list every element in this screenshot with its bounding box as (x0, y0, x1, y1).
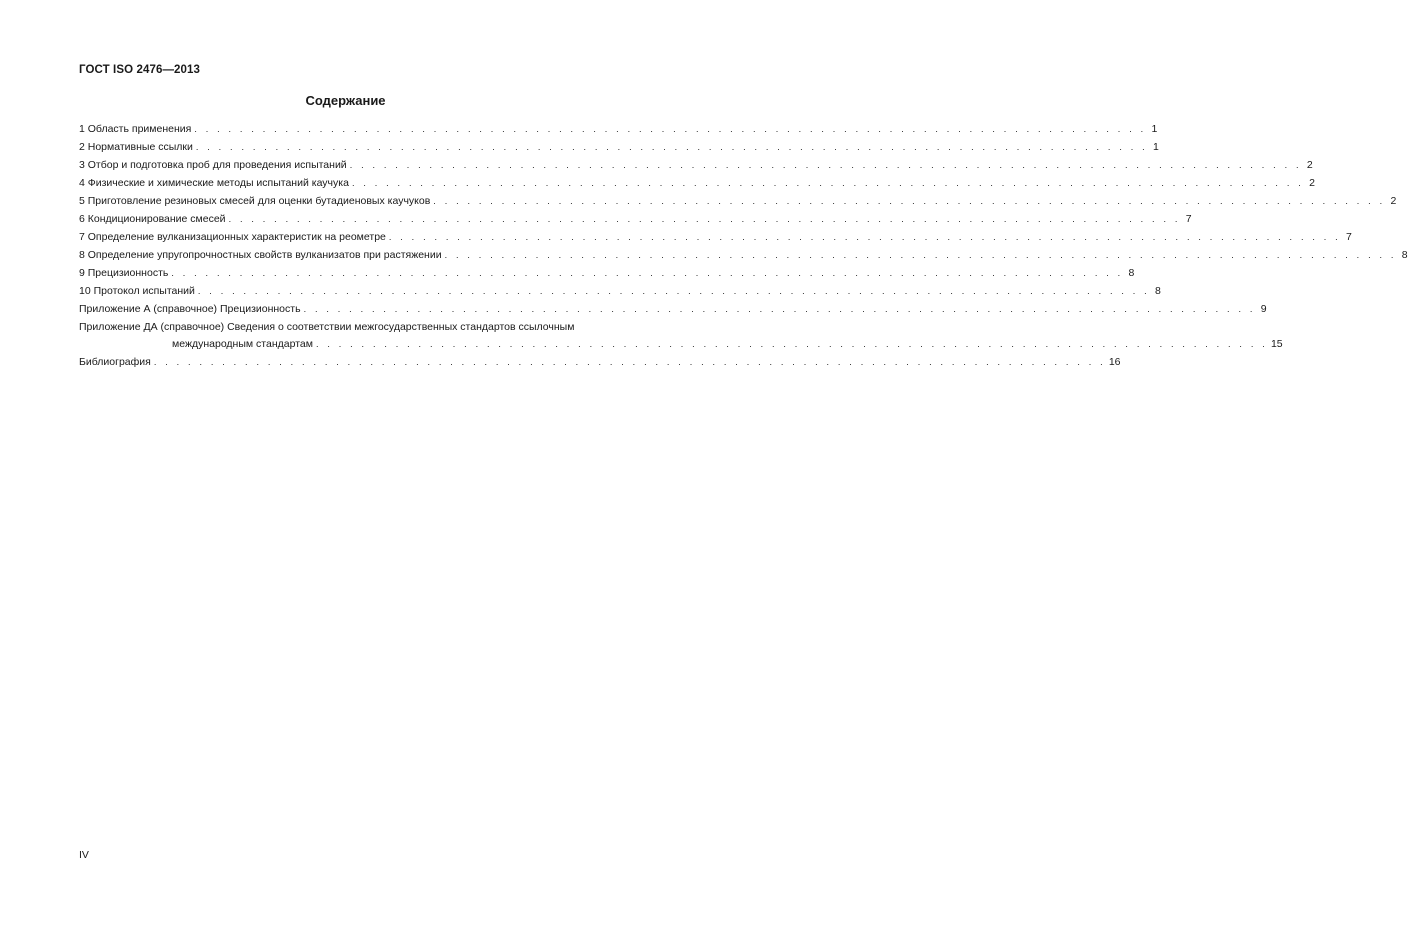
toc-entry-page: 15 (1270, 338, 1283, 350)
toc-entry-label: 2 Нормативные ссылки (79, 141, 193, 153)
toc-entry-label: 3 Отбор и подготовка проб для проведения испытаний (79, 159, 347, 171)
toc-entry[interactable] (79, 282, 1161, 300)
toc-leader-dots: . . . . . . . . . . . . . . . . . . . . . . . . . . . . . . . . . . . . . . . . . . . . . . . . . . . . . . . . . . . . . . . . . . . . . . . . . . . . . . . . . . . . (388, 232, 1341, 242)
toc-entry-label: 9 Прецизионность (79, 267, 169, 279)
toc-entry[interactable] (79, 210, 1192, 228)
toc-entry-label-continuation: международным стандартам (172, 338, 313, 350)
toc-entry-page: 1 (1151, 123, 1158, 135)
toc-entry-page: 8 (1128, 267, 1135, 279)
toc-entry[interactable] (79, 174, 1315, 192)
toc-entry[interactable] (79, 353, 1121, 371)
toc-entry-label: Приложение ДА (справочное) Сведения о соответствии межгосударственных стандартов ссылочным (79, 321, 575, 333)
toc-entry[interactable] (79, 318, 614, 335)
toc-entry[interactable] (79, 246, 1408, 264)
toc-entry-page: 9 (1260, 303, 1267, 315)
toc-entry-page: 7 (1346, 231, 1352, 243)
toc-entry-page: 8 (1155, 285, 1161, 297)
toc-entry[interactable] (79, 228, 1352, 246)
toc-entry-continuation[interactable] (79, 335, 1283, 353)
toc-entry-label: Приложение А (справочное) Прецизионность (79, 303, 301, 315)
toc-entry-page: 2 (1390, 195, 1397, 207)
toc-entry-page: 7 (1185, 213, 1192, 225)
toc-leader-dots: . . . . . . . . . . . . . . . . . . . . . . . . . . . . . . . . . . . . . . . . . . . . . . . . . . . . . . . . . . . . . . . . . . . . . . . . . . . . . . . . . . . . (194, 124, 1147, 134)
toc-leader-dots: . . . . . . . . . . . . . . . . . . . . . . . . . . . . . . . . . . . . . . . . . . . . . . . . . . . . . . . . . . . . . . . . . . . . . . . . . . . . . . . . . . . . (351, 178, 1304, 188)
toc-leader-dots: . . . . . . . . . . . . . . . . . . . . . . . . . . . . . . . . . . . . . . . . . . . . . . . . . . . . . . . . . . . . . . . . . . . . . . . . . . . . . . . . . . . . (444, 250, 1397, 260)
toc-entry[interactable] (79, 120, 1158, 138)
toc-leader-dots: . . . . . . . . . . . . . . . . . . . . . . . . . . . . . . . . . . . . . . . . . . . . . . . . . . . . . . . . . . . . . . . . . . . . . . . . . . . . . . . . . . . . (171, 268, 1124, 278)
toc-entry-page: 2 (1306, 159, 1313, 171)
toc-entry-label: 10 Протокол испытаний (79, 285, 195, 297)
toc-entry-label: 6 Кондиционирование смесей (79, 213, 226, 225)
toc-leader-dots: . . . . . . . . . . . . . . . . . . . . . . . . . . . . . . . . . . . . . . . . . . . . . . . . . . . . . . . . . . . . . . . . . . . . . . . . . . . . . . . . . . . . (433, 196, 1386, 206)
toc-entry-label: 4 Физические и химические методы испытаний каучука (79, 177, 349, 189)
toc-entry[interactable] (79, 156, 1313, 174)
toc-leader-dots: . . . . . . . . . . . . . . . . . . . . . . . . . . . . . . . . . . . . . . . . . . . . . . . . . . . . . . . . . . . . . . . . . . . . . . . . . . . . . . . . . . . . (197, 286, 1150, 296)
toc-leader-dots: . . . . . . . . . . . . . . . . . . . . . . . . . . . . . . . . . . . . . . . . . . . . . . . . . . . . . . . . . . . . . . . . . . . . . . . . . . . . . . . . . . . . (315, 339, 1268, 349)
toc-entry-label: 1 Область применения (79, 123, 192, 135)
toc-leader-dots: . . . . . . . . . . . . . . . . . . . . . . . . . . . . . . . . . . . . . . . . . . . . . . . . . . . . . . . . . . . . . . . . . . . . . . . . . . . . . . . . . . . . (153, 357, 1106, 367)
toc-leader-dots: . . . . . . . . . . . . . . . . . . . . . . . . . . . . . . . . . . . . . . . . . . . . . . . . . . . . . . . . . . . . . . . . . . . . . . . . . . . . . . . . . . . . (228, 214, 1181, 224)
toc-entry-label: Библиография (79, 356, 151, 368)
toc-entry[interactable] (79, 264, 1135, 282)
toc-title: Содержание (305, 93, 386, 108)
toc-entry[interactable] (79, 138, 1159, 156)
table-of-contents (79, 120, 1408, 371)
toc-leader-dots: . . . . . . . . . . . . . . . . . . . . . . . . . . . . . . . . . . . . . . . . . . . . . . . . . . . . . . . . . . . . . . . . . . . . . . . . . . . . . . . . . . . . (195, 142, 1148, 152)
toc-entry-label: 5 Приготовление резиновых смесей для оценки бутадиеновых каучуков (79, 195, 431, 207)
toc-leader-dots: . . . . . . . . . . . . . . . . . . . . . . . . . . . . . . . . . . . . . . . . . . . . . . . . . . . . . . . . . . . . . . . . . . . . . . . . . . . . . . . . . . . . (303, 304, 1256, 314)
toc-entry-page: 1 (1152, 141, 1159, 153)
toc-entry-page: 8 (1401, 249, 1408, 261)
toc-entry-page: 16 (1108, 356, 1121, 368)
toc-entry-label: 7 Определение вулканизационных характеристик на реометре (79, 231, 386, 243)
document-header: ГОСТ ISO 2476—2013 (79, 64, 201, 76)
page-number: IV (79, 849, 89, 861)
toc-entry[interactable] (79, 300, 1267, 318)
toc-entry[interactable] (79, 192, 1397, 210)
toc-entry-page: 2 (1309, 177, 1315, 189)
toc-leader-dots: . . . . . . . . . . . . . . . . . . . . . . . . . . . . . . . . . . . . . . . . . . . . . . . . . . . . . . . . . . . . . . . . . . . . . . . . . . . . . . . . . . . . (349, 160, 1302, 170)
toc-entry-label: 8 Определение упругопрочностных свойств вулканизатов при растяжении (79, 249, 442, 261)
